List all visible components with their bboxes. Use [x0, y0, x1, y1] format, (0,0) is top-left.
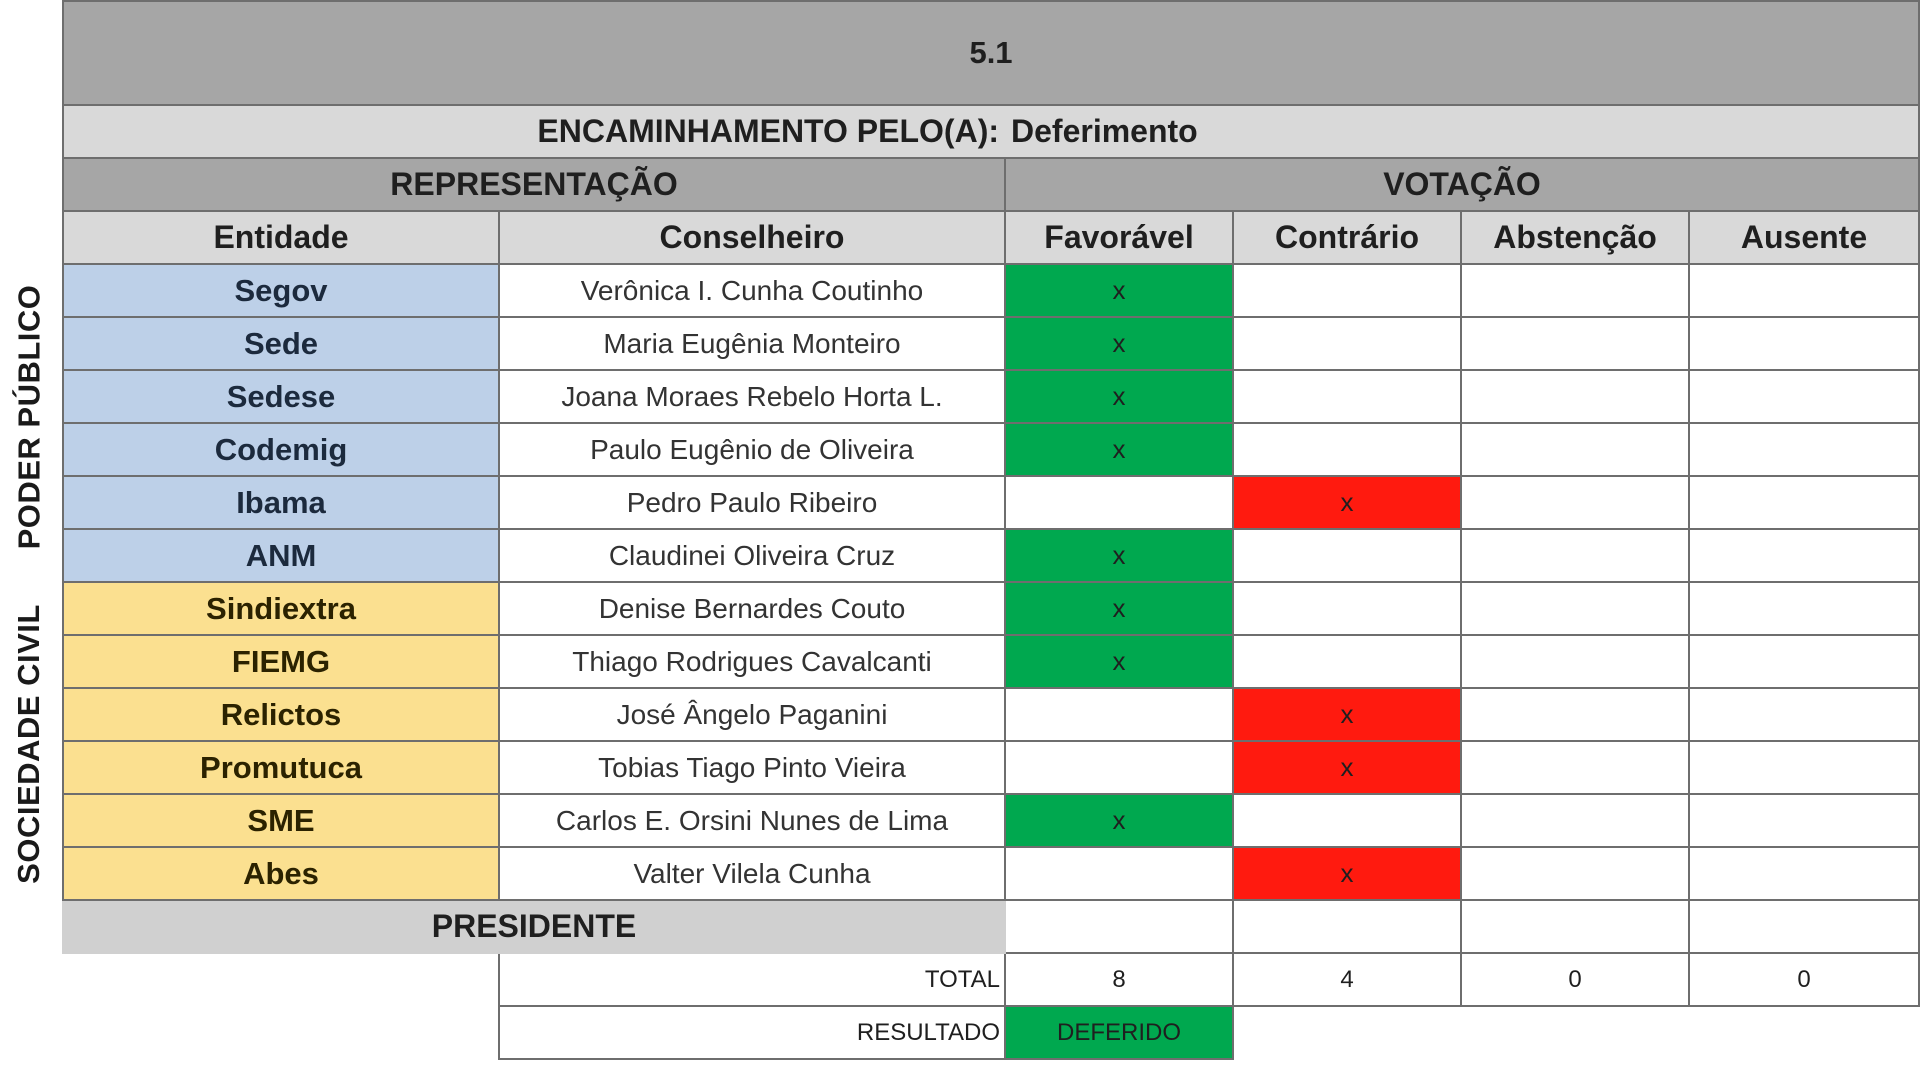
abstencao-cell [1461, 317, 1689, 370]
col-header-conselheiro: Conselheiro [499, 211, 1005, 264]
table-row [63, 582, 1919, 635]
column-header-row [63, 211, 1919, 264]
total-label: TOTAL [499, 953, 1005, 1006]
favoravel-cell: x [1005, 582, 1233, 635]
contrario-cell: x [1233, 688, 1461, 741]
entidade-cell: Sede [63, 317, 499, 370]
col-header-contrario: Contrário [1233, 211, 1461, 264]
table-row [63, 370, 1919, 423]
abstencao-cell [1461, 264, 1689, 317]
group-header-row [63, 158, 1919, 211]
favoravel-cell: x [1005, 317, 1233, 370]
favoravel-cell [1005, 741, 1233, 794]
entidade-cell: Sedese [63, 370, 499, 423]
entidade-cell: Abes [63, 847, 499, 900]
table-row [63, 423, 1919, 476]
ausente-cell [1689, 582, 1919, 635]
resultado-blank-1 [1233, 1006, 1461, 1059]
ausente-cell [1689, 317, 1919, 370]
favoravel-cell: x [1005, 370, 1233, 423]
contrario-cell: x [1233, 476, 1461, 529]
side-label-sociedade-civil-text: SOCIEDADE CIVIL [11, 604, 46, 884]
resultado-blank-2 [1461, 1006, 1689, 1059]
conselheiro-cell: Pedro Paulo Ribeiro [499, 476, 1005, 529]
entidade-cell: Sindiextra [63, 582, 499, 635]
side-label-poder-publico-text: PODER PÚBLICO [11, 284, 47, 550]
abstencao-cell [1461, 688, 1689, 741]
abstencao-cell [1461, 794, 1689, 847]
entidade-cell: ANM [63, 529, 499, 582]
contrario-cell [1233, 635, 1461, 688]
ausente-cell [1689, 529, 1919, 582]
ausente-cell [1689, 741, 1919, 794]
contrario-cell [1233, 370, 1461, 423]
resultado-label: RESULTADO [499, 1006, 1005, 1059]
abstencao-cell [1461, 370, 1689, 423]
favoravel-cell: x [1005, 635, 1233, 688]
table-row [63, 847, 1919, 900]
conselheiro-cell: Denise Bernardes Couto [499, 582, 1005, 635]
group-votacao: VOTAÇÃO [1005, 158, 1919, 211]
contrario-cell [1233, 794, 1461, 847]
presidente-label: PRESIDENTE [63, 900, 1005, 953]
conselheiro-cell: Verônica I. Cunha Coutinho [499, 264, 1005, 317]
abstencao-cell [1461, 529, 1689, 582]
total-ausente: 0 [1689, 953, 1919, 1006]
favoravel-cell [1005, 688, 1233, 741]
table-row [63, 635, 1919, 688]
col-header-favoravel: Favorável [1005, 211, 1233, 264]
conselheiro-cell: Claudinei Oliveira Cruz [499, 529, 1005, 582]
favoravel-cell: x [1005, 794, 1233, 847]
abstencao-cell [1461, 423, 1689, 476]
presidente-ausente-cell [1689, 900, 1919, 953]
encaminhamento-label: ENCAMINHAMENTO PELO(A): [63, 105, 1005, 158]
conselheiro-cell: Tobias Tiago Pinto Vieira [499, 741, 1005, 794]
resultado-spacer [63, 1006, 499, 1059]
total-spacer [63, 953, 499, 1006]
table-row [63, 264, 1919, 317]
group-representacao: REPRESENTAÇÃO [63, 158, 1005, 211]
title-row [63, 1, 1919, 105]
ausente-cell [1689, 688, 1919, 741]
encaminhamento-row [63, 105, 1919, 158]
conselheiro-cell: Maria Eugênia Monteiro [499, 317, 1005, 370]
ausente-cell [1689, 423, 1919, 476]
abstencao-cell [1461, 741, 1689, 794]
abstencao-cell [1461, 847, 1689, 900]
presidente-row [63, 900, 1919, 953]
favoravel-cell: x [1005, 529, 1233, 582]
ausente-cell [1689, 264, 1919, 317]
ausente-cell [1689, 476, 1919, 529]
total-abstencao: 0 [1461, 953, 1689, 1006]
table-row [63, 741, 1919, 794]
entidade-cell: Promutuca [63, 741, 499, 794]
total-favoravel: 8 [1005, 953, 1233, 1006]
resultado-blank-3 [1689, 1006, 1919, 1059]
contrario-cell: x [1233, 741, 1461, 794]
entidade-cell: SME [63, 794, 499, 847]
conselheiro-cell: Paulo Eugênio de Oliveira [499, 423, 1005, 476]
col-header-ausente: Ausente [1689, 211, 1919, 264]
conselheiro-cell: José Ângelo Paganini [499, 688, 1005, 741]
conselheiro-cell: Valter Vilela Cunha [499, 847, 1005, 900]
contrario-cell [1233, 529, 1461, 582]
favoravel-cell [1005, 476, 1233, 529]
ausente-cell [1689, 635, 1919, 688]
ausente-cell [1689, 794, 1919, 847]
abstencao-cell [1461, 476, 1689, 529]
entidade-cell: FIEMG [63, 635, 499, 688]
ausente-cell [1689, 847, 1919, 900]
contrario-cell [1233, 423, 1461, 476]
table-title: 5.1 [63, 1, 1919, 105]
encaminhamento-value: Deferimento [1005, 105, 1919, 158]
table-row [63, 688, 1919, 741]
contrario-cell [1233, 264, 1461, 317]
entidade-cell: Relictos [63, 688, 499, 741]
resultado-row [63, 1006, 1919, 1059]
abstencao-cell [1461, 635, 1689, 688]
col-header-abstencao: Abstenção [1461, 211, 1689, 264]
table-row [63, 317, 1919, 370]
presidente-contrario-cell [1233, 900, 1461, 953]
entidade-cell: Segov [63, 264, 499, 317]
voting-table [62, 0, 1920, 1060]
favoravel-cell [1005, 847, 1233, 900]
conselheiro-cell: Carlos E. Orsini Nunes de Lima [499, 794, 1005, 847]
col-header-entidade: Entidade [63, 211, 499, 264]
favoravel-cell: x [1005, 264, 1233, 317]
presidente-abstencao-cell [1461, 900, 1689, 953]
total-contrario: 4 [1233, 953, 1461, 1006]
conselheiro-cell: Joana Moraes Rebelo Horta L. [499, 370, 1005, 423]
abstencao-cell [1461, 582, 1689, 635]
resultado-value: DEFERIDO [1005, 1006, 1233, 1059]
total-row [63, 953, 1919, 1006]
side-label-poder-publico [10, 272, 48, 562]
table-row [63, 529, 1919, 582]
contrario-cell [1233, 317, 1461, 370]
table-row [63, 794, 1919, 847]
side-label-sociedade-civil [10, 594, 48, 894]
presidente-favoravel-cell [1005, 900, 1233, 953]
entidade-cell: Codemig [63, 423, 499, 476]
contrario-cell [1233, 582, 1461, 635]
entidade-cell: Ibama [63, 476, 499, 529]
ausente-cell [1689, 370, 1919, 423]
table-row [63, 476, 1919, 529]
favoravel-cell: x [1005, 423, 1233, 476]
contrario-cell: x [1233, 847, 1461, 900]
conselheiro-cell: Thiago Rodrigues Cavalcanti [499, 635, 1005, 688]
